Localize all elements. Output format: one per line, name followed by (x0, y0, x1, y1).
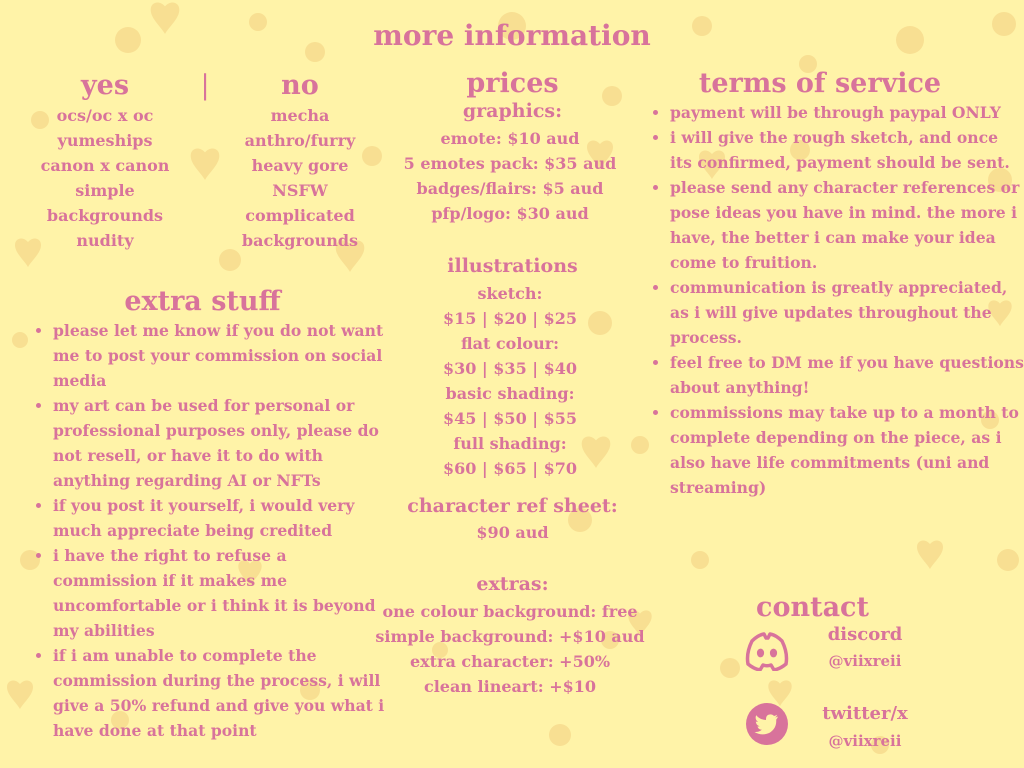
illustration-tier: sketch: (477, 284, 543, 303)
discord-handle: @viixreii (828, 652, 902, 670)
page-title: more information (373, 19, 651, 52)
no-item: heavy gore (251, 156, 349, 175)
graphics-price: badges/flairs: $5 aud (416, 179, 604, 198)
illustration-tier: full shading: (453, 434, 567, 453)
extras-price: simple background: +$10 aud (375, 627, 645, 646)
extras-heading: extras: (476, 573, 549, 595)
illustration-price: $30 | $35 | $40 (442, 359, 578, 378)
graphics-price: emote: $10 aud (440, 129, 580, 148)
graphics-price-list (370, 126, 650, 226)
illustrations-heading: illustrations (447, 255, 578, 277)
no-item: NSFW (272, 181, 328, 200)
graphics-price: 5 emotes pack: $35 aud (403, 154, 617, 173)
twitter-handle: @viixreii (828, 732, 902, 750)
ref-sheet-heading: character ref sheet: (407, 495, 618, 517)
prices-heading: prices (466, 68, 559, 99)
yes-item: simple (75, 181, 135, 200)
tos-item: • feel free to DM me if you have questions about anything! (670, 350, 1024, 400)
extras-price: extra character: +50% (409, 652, 611, 671)
no-item: backgrounds (241, 231, 359, 250)
yes-item: backgrounds (46, 206, 164, 225)
tos-list (650, 100, 1024, 500)
extra-stuff-item: • if i am unable to complete the commission during the process, i will give a 50% refund and give you what i have done at that point (53, 643, 395, 743)
discord-label: discord (827, 624, 903, 645)
illustration-price: $60 | $65 | $70 (442, 459, 578, 478)
yes-no-divider: | (200, 70, 210, 101)
yes-item: canon x canon (40, 156, 170, 175)
yes-item: nudity (76, 231, 134, 250)
yes-item: yumeships (57, 131, 153, 150)
no-item: complicated (245, 206, 355, 225)
yes-heading: yes (80, 70, 130, 101)
yes-item: ocs/oc x oc (56, 106, 154, 125)
contact-heading: contact (756, 592, 869, 623)
no-item: mecha (270, 106, 330, 125)
yes-list (20, 103, 190, 253)
tos-heading: terms of service (698, 68, 942, 99)
extra-stuff-item: • i have the right to refuse a commission if it makes me uncomfortable or i think it is beyond my abilities (53, 543, 395, 643)
extra-stuff-item: • please let me know if you do not want me to post your commission on social media (53, 318, 395, 393)
twitter-label: twitter/x (822, 703, 908, 724)
extra-stuff-item: • if you post it yourself, i would very much appreciate being credited (53, 493, 395, 543)
extra-stuff-list (33, 318, 395, 743)
extras-price: clean lineart: +$10 (423, 677, 596, 696)
graphics-price: pfp/logo: $30 aud (431, 204, 589, 223)
twitter-bird-icon (745, 702, 789, 746)
illustration-tier: flat colour: (460, 334, 560, 353)
tos-item: • communication is greatly appreciated, as i will give updates throughout the process. (670, 275, 1024, 350)
extra-stuff-item: • my art can be used for personal or professional purposes only, please do not resell, or have it to do with anything regarding AI or NFTs (53, 393, 395, 493)
tos-item: • commissions may take up to a month to complete depending on the piece, as i also have life commitments (uni and streaming) (670, 400, 1024, 500)
no-heading: no (281, 70, 319, 101)
ref-sheet-price: $90 aud (476, 523, 549, 542)
discord-icon (744, 629, 790, 671)
no-item: anthro/furry (244, 131, 356, 150)
illustration-price: $15 | $20 | $25 (442, 309, 578, 328)
illustrations-price-list (380, 281, 640, 481)
illustration-price: $45 | $50 | $55 (442, 409, 578, 428)
graphics-heading: graphics: (462, 100, 563, 122)
tos-item: • payment will be through paypal ONLY (670, 100, 1024, 125)
tos-item: • i will give the rough sketch, and once its confirmed, payment should be sent. (670, 125, 1024, 175)
extra-stuff-heading: extra stuff (124, 286, 281, 317)
extras-price: one colour background: free (382, 602, 638, 621)
no-list (215, 103, 385, 253)
tos-item: • please send any character references or pose ideas you have in mind. the more i have, the better i can make your idea come to fruition. (670, 175, 1024, 275)
illustration-tier: basic shading: (445, 384, 575, 403)
extras-price-list (370, 599, 650, 699)
